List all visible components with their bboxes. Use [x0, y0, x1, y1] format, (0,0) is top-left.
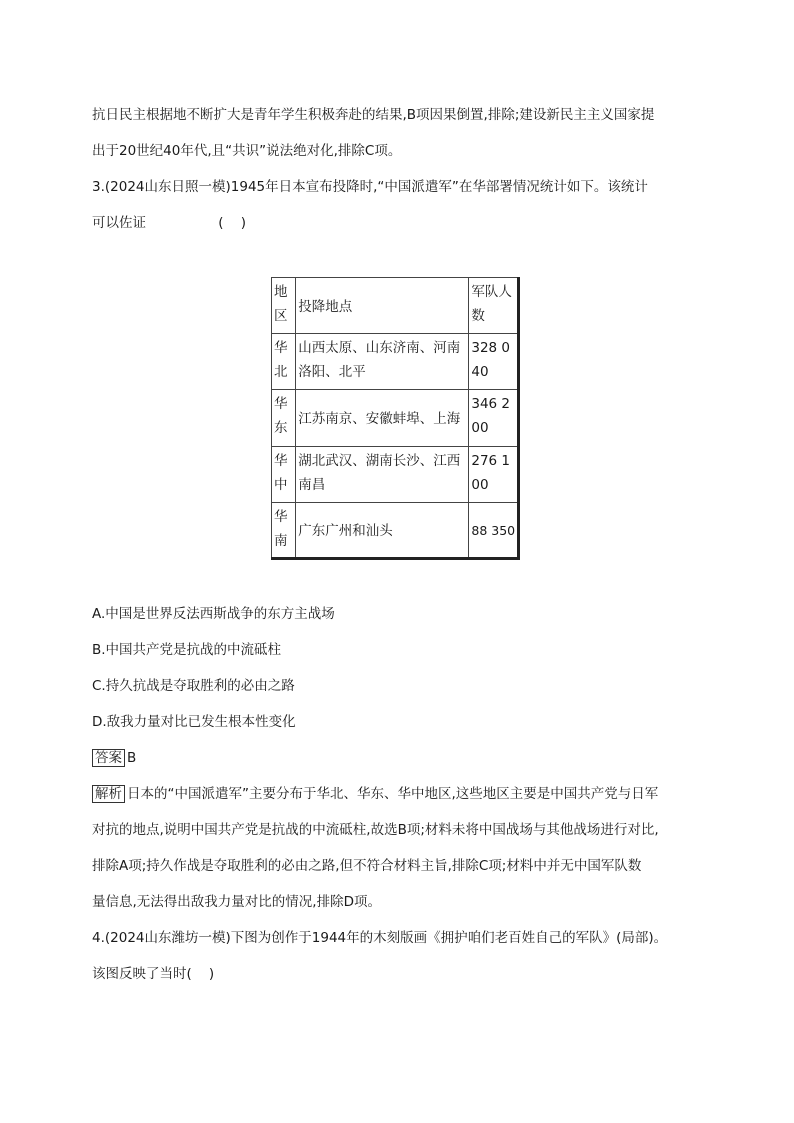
table-row: [272, 502, 519, 558]
analysis-line-2: 对抗的地点,说明中国共产党是抗战的中流砥柱,故选B项;材料未将中国战场与其他战场进行对比,: [92, 822, 659, 838]
cell-region: 华东: [272, 390, 296, 446]
cell-place: 湖北武汉、湖南长沙、江西南昌: [296, 446, 469, 502]
cell-place: 广东广州和汕头: [296, 502, 469, 558]
deployment-table: [271, 277, 520, 560]
answer-tag: 答案: [92, 749, 125, 767]
answer-line: [92, 748, 136, 768]
header-place: 投降地点: [296, 278, 469, 334]
cell-region: 华南: [272, 502, 296, 558]
analysis-line-1: [92, 784, 658, 804]
table-header-row: [272, 278, 519, 334]
cell-place: 山西太原、山东济南、河南洛阳、北平: [296, 334, 469, 390]
cell-troops: 88 350: [469, 502, 519, 558]
option-a: A.中国是世界反法西斯战争的东方主战场: [92, 606, 335, 622]
cell-troops: 328 040: [469, 334, 519, 390]
option-b: B.中国共产党是抗战的中流砥柱: [92, 642, 282, 658]
question-4-stem-line-2: 该图反映了当时( ): [92, 966, 215, 982]
cell-place: 江苏南京、安徽蚌埠、上海: [296, 390, 469, 446]
intro-line-1: 抗日民主根据地不断扩大是青年学生积极奔赴的结果,B项因果倒置,排除;建设新民主主义国家提: [92, 107, 655, 123]
answer-bracket: ( ): [218, 215, 246, 231]
analysis-text: 日本的“中国派遣军”主要分布于华北、华东、华中地区,这些地区主要是中国共产党与日军: [127, 786, 659, 802]
option-d: D.敌我力量对比已发生根本性变化: [92, 714, 296, 730]
question-3-stem-text: 可以佐证: [92, 215, 146, 231]
table-row: [272, 334, 519, 390]
option-c: C.持久抗战是夺取胜利的必由之路: [92, 678, 295, 694]
header-region: 地区: [272, 278, 296, 334]
cell-region: 华中: [272, 446, 296, 502]
cell-region: 华北: [272, 334, 296, 390]
question-4-stem-line-1: 4.(2024山东潍坊一模)下图为创作于1944年的木刻版画《拥护咱们老百姓自己的军队》(局部)。: [92, 930, 668, 946]
analysis-tag: 解析: [92, 785, 125, 803]
header-troops: 军队人数: [469, 278, 519, 334]
analysis-line-4: 量信息,无法得出敌我力量对比的情况,排除D项。: [92, 894, 381, 910]
question-3-stem-line-1: 3.(2024山东日照一模)1945年日本宣布投降时,“中国派遣军”在华部署情况统计如下。该统计: [92, 179, 648, 195]
table-row: [272, 390, 519, 446]
question-3-stem-line-2: [92, 213, 246, 233]
table-row: [272, 446, 519, 502]
cell-troops: 276 100: [469, 446, 519, 502]
answer-value: B: [127, 750, 137, 766]
cell-troops: 346 200: [469, 390, 519, 446]
intro-line-2: 出于20世纪40年代,且“共识”说法绝对化,排除C项。: [92, 143, 402, 159]
analysis-line-3: 排除A项;持久作战是夺取胜利的必由之路,但不符合材料主旨,排除C项;材料中并无中国军队数: [92, 858, 642, 874]
